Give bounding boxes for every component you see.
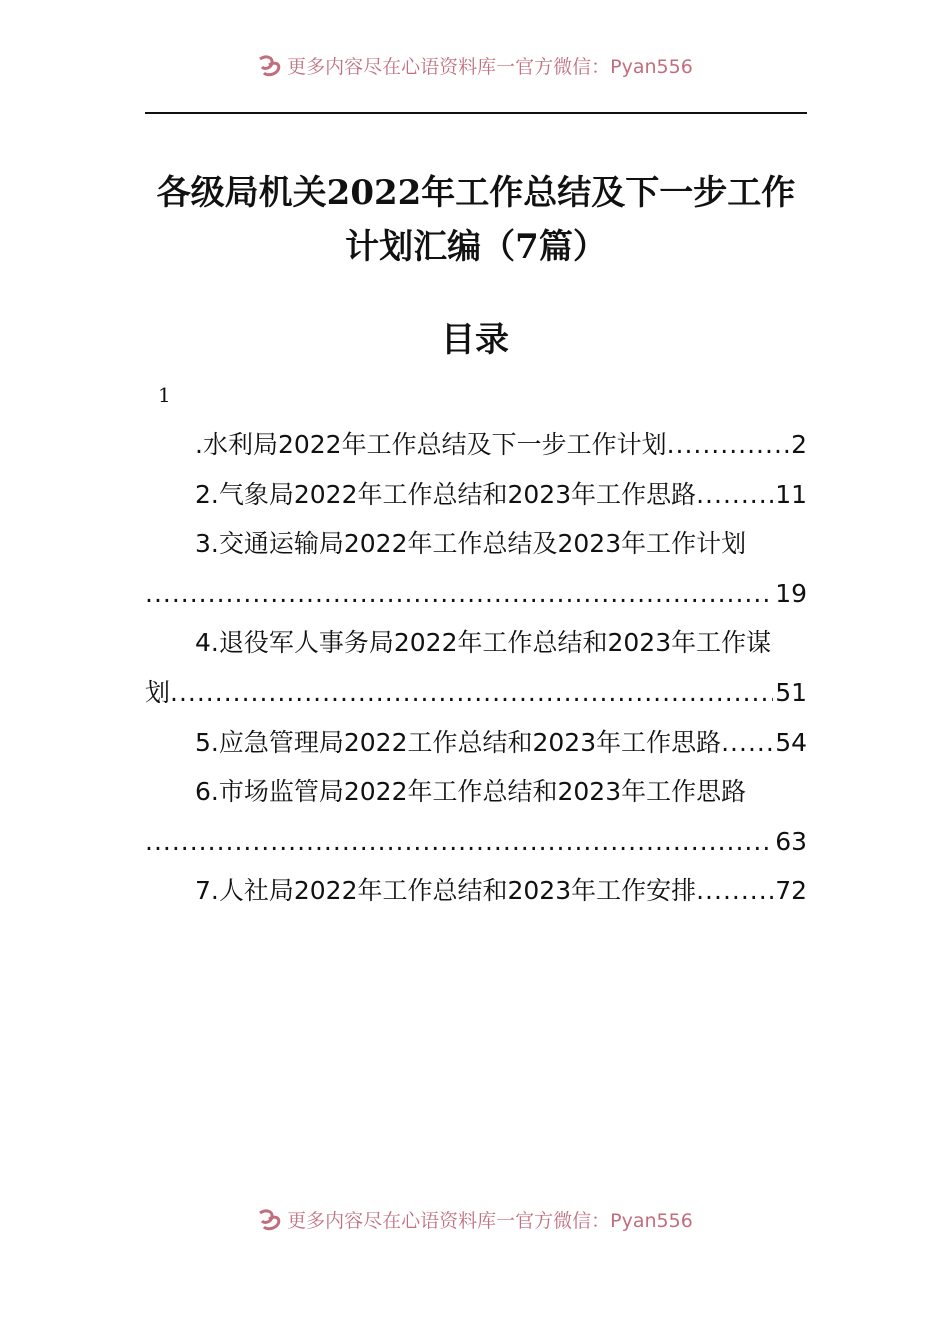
toc-page-number[interactable]: 72	[775, 876, 807, 906]
toc-entry-title[interactable]: 5.应急管理局2022工作总结和2023年工作思路	[195, 727, 722, 757]
document-title	[145, 166, 807, 274]
toc-entry-title[interactable]: 6.市场监管局2022年工作总结和2023年工作思路	[195, 777, 747, 807]
toc-leader	[170, 668, 773, 718]
banner-text: 更多内容尽在心语资料库一官方微信：	[287, 1210, 611, 1232]
header-rule	[145, 112, 807, 114]
toc-heading: 目录	[441, 320, 509, 360]
toc-leader	[721, 718, 773, 768]
toc-entry-3[interactable]	[145, 519, 807, 618]
toc-entry-6[interactable]	[145, 767, 807, 866]
toc-page-number[interactable]: 11	[775, 479, 807, 509]
document-title-line-2: 计划汇编（7篇）	[345, 227, 607, 267]
toc-entry-2[interactable]	[145, 470, 807, 520]
banner-wechat-id: Pyan556	[610, 56, 693, 78]
toc-page-number[interactable]: 2	[791, 430, 807, 459]
banner-text: 更多内容尽在心语资料库一官方微信：	[287, 56, 611, 78]
toc-page-number[interactable]: 54	[775, 727, 807, 757]
toc-leader	[667, 420, 790, 470]
brand-logo-icon	[257, 55, 283, 77]
toc-leader	[696, 470, 773, 520]
header-banner	[0, 52, 950, 79]
toc-leader	[696, 866, 773, 916]
toc-page-number[interactable]: 51	[775, 677, 807, 707]
toc-entry-title[interactable]: 2.气象局2022年工作总结和2023年工作思路	[195, 479, 697, 509]
toc-page-number[interactable]: 19	[775, 578, 807, 608]
footer-banner	[0, 1206, 950, 1233]
toc-entry-title[interactable]: 7.人社局2022年工作总结和2023年工作安排	[195, 876, 697, 906]
banner-wechat-id: Pyan556	[610, 1210, 693, 1232]
brand-logo-icon	[257, 1209, 283, 1231]
toc-entry-title[interactable]: 3.交通运输局2022年工作总结及2023年工作计划	[195, 529, 747, 559]
toc-marker: 1	[158, 383, 171, 407]
table-of-contents	[145, 420, 807, 916]
toc-entry-7[interactable]	[145, 866, 807, 916]
toc-entry-5[interactable]	[145, 718, 807, 768]
toc-leader	[145, 569, 773, 619]
toc-leader	[145, 817, 773, 867]
toc-entry-title-continued[interactable]: 划	[145, 677, 171, 707]
toc-entry-title[interactable]: 4.退役军人事务局2022年工作总结和2023年工作谋	[195, 628, 772, 658]
toc-entry-4[interactable]	[145, 618, 807, 717]
toc-page-number[interactable]: 63	[775, 826, 807, 856]
document-title-line-1: 各级局机关2022年工作总结及下一步工作	[156, 173, 796, 213]
toc-entry-title[interactable]: .水利局2022年工作总结及下一步工作计划	[195, 430, 667, 459]
toc-entry-1[interactable]	[145, 420, 807, 470]
